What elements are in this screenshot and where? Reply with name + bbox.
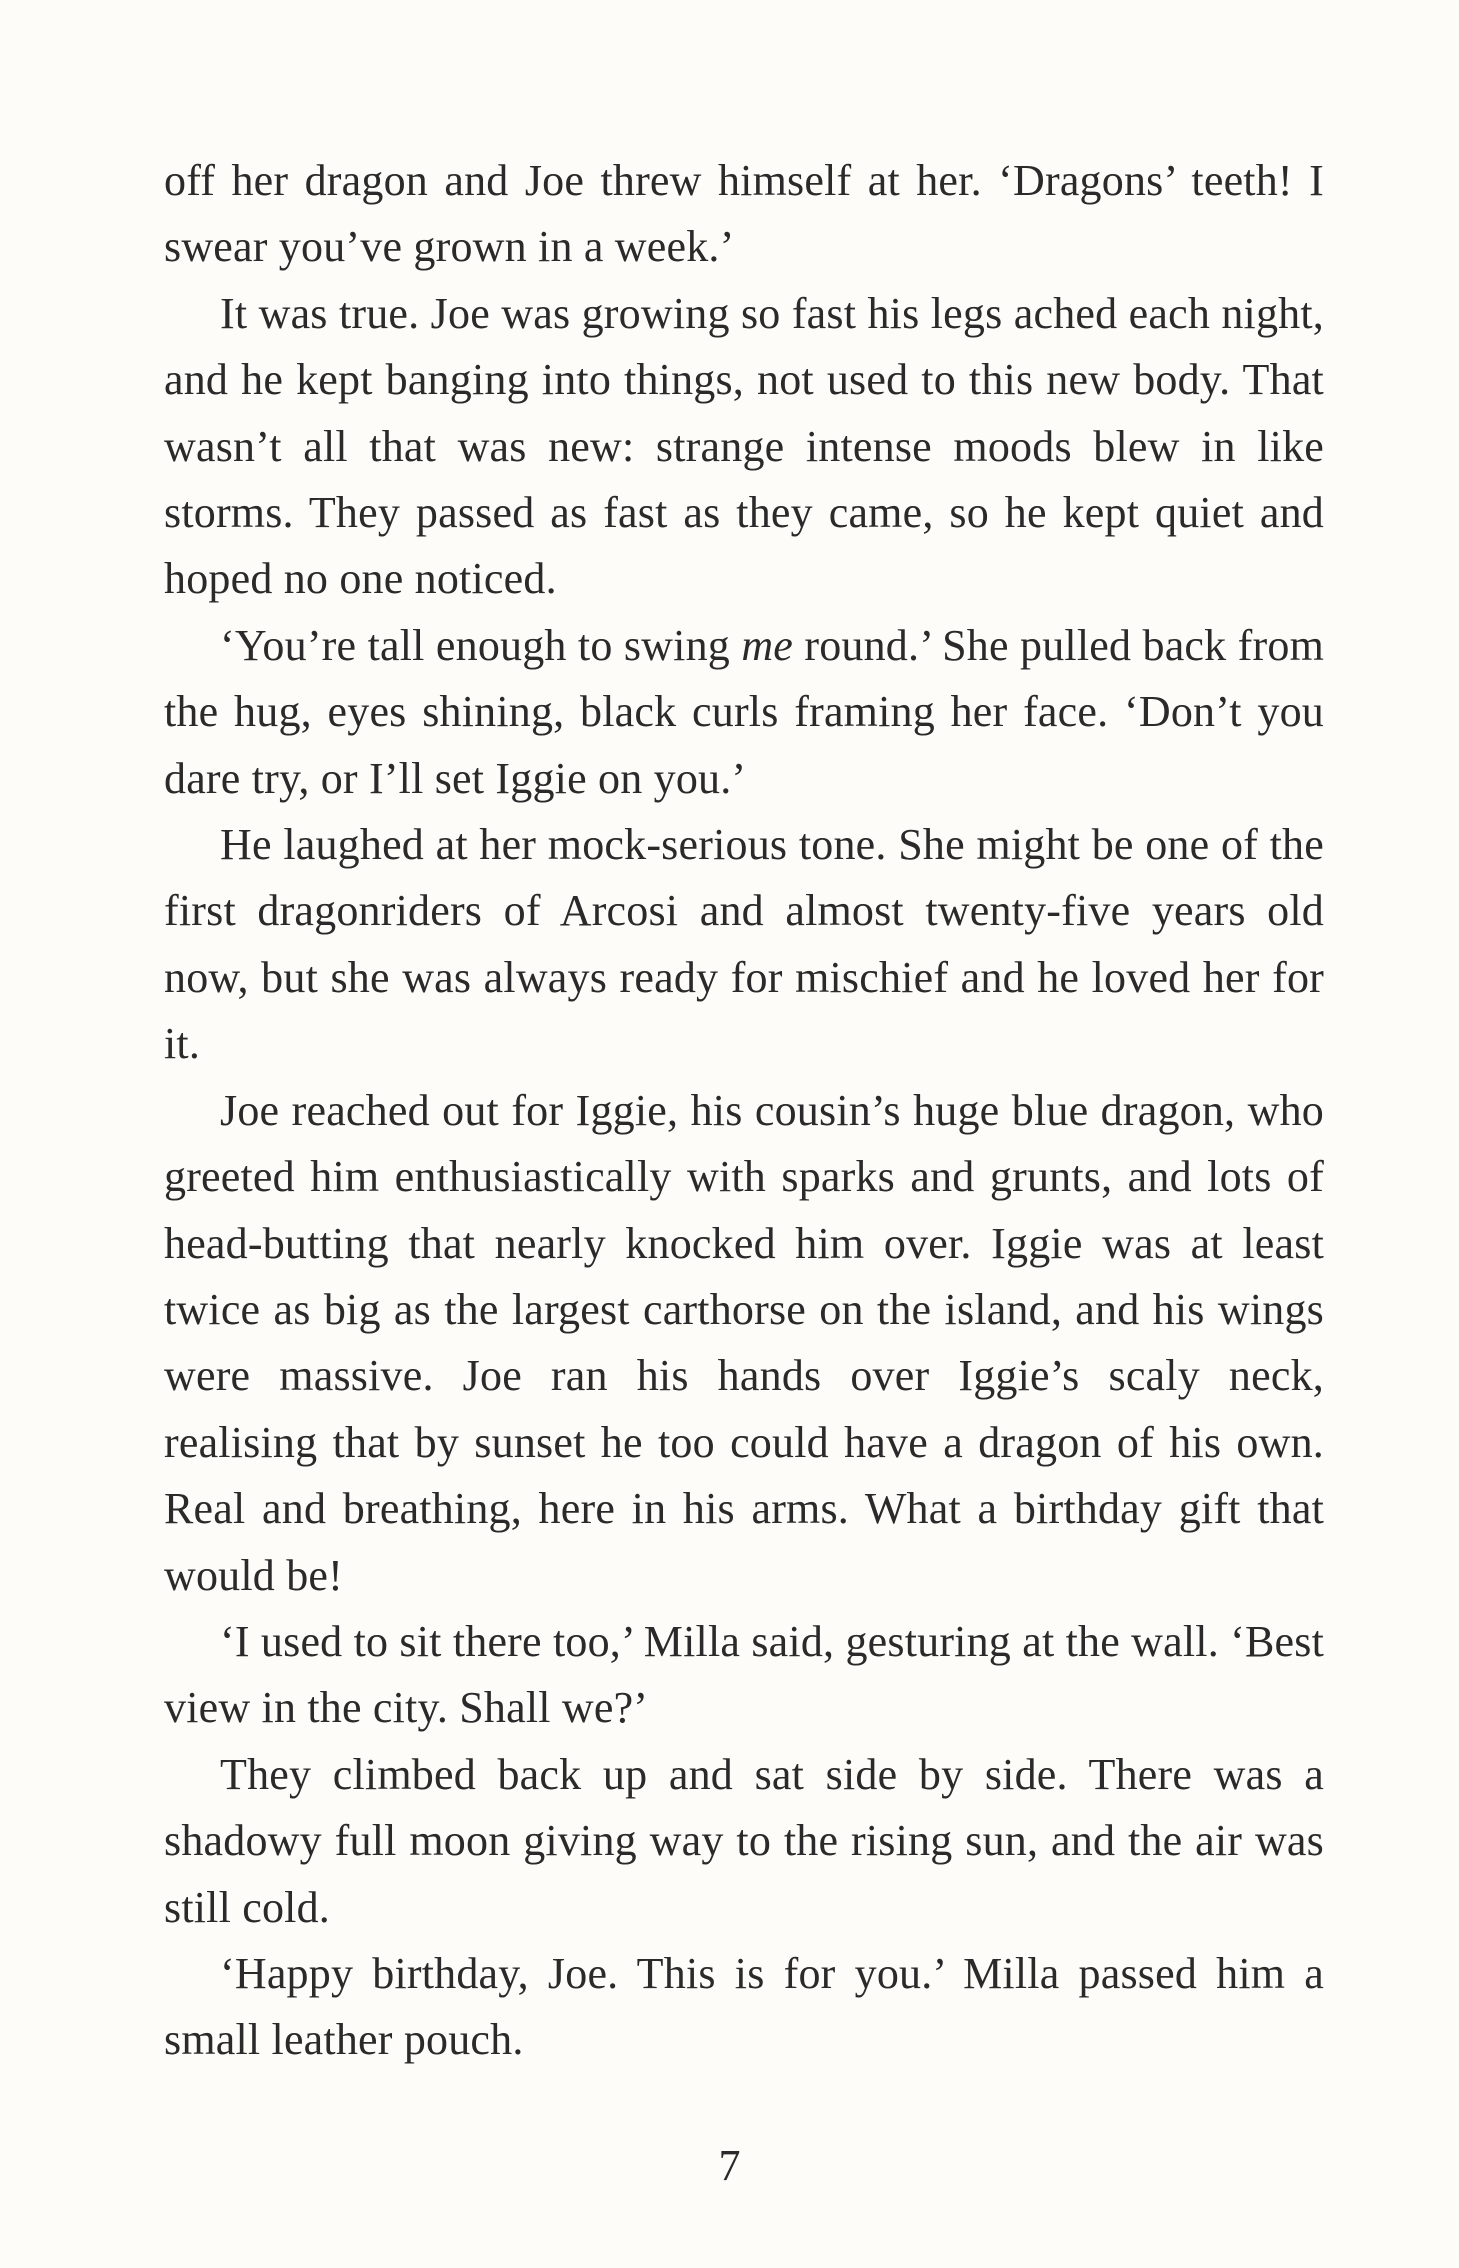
paragraph-7: They climbed back up and sat side by side. There was a shadowy full moon giving way to the rising sun, and the air was still cold. [164,1749,1324,1932]
paragraph-2: It was true. Joe was growing so fast his legs ached each night, and he kept banging into things, not used to this new body. That wasn’t all that was new: strange intense moods blew in like storms. They passed as fast as they came, so he kept quiet and hoped no one noticed. [164,288,1324,604]
paragraph-5: Joe reached out for Iggie, his cousin’s huge blue dragon, who greeted him enthusiastically with sparks and grunts, and lots of head-butting that nearly knocked him over. Iggie was at least twice as big as the largest carthorse on the island, and his wings were massive. Joe ran his hands over Iggie’s scaly neck, realising that by sunset he too could have a dragon of his own. Real and breathing, here in his arms. What a birthday gift that would be! [164,1085,1324,1600]
body-text [164,148,1324,2074]
paragraph-3 [164,613,1324,812]
paragraph-3-emphasis: me [741,620,794,670]
paragraph-8: ‘Happy birthday, Joe. This is for you.’ Milla passed him a small leather pouch. [164,1948,1324,2065]
page-number: 7 [718,2141,741,2190]
paragraph-3-after: round.’ She pulled back from the hug, eyes shining, black curls framing her face. ‘Don’t you dare try, or I’ll set Iggie on you.’ [164,620,1324,803]
paragraph-3-before: ‘You’re tall enough to swing [220,620,742,670]
paragraph-4: He laughed at her mock-serious tone. She might be one of the first dragonriders of Arcosi and almost twenty-five years old now, but she was always ready for mischief and he loved her for it. [164,820,1324,1069]
paragraph-1: off her dragon and Joe threw himself at her. ‘Dragons’ teeth! I swear you’ve grown in a week.’ [164,156,1324,272]
paragraph-6: ‘I used to sit there too,’ Milla said, gesturing at the wall. ‘Best view in the city. Shall we?’ [164,1616,1324,1733]
